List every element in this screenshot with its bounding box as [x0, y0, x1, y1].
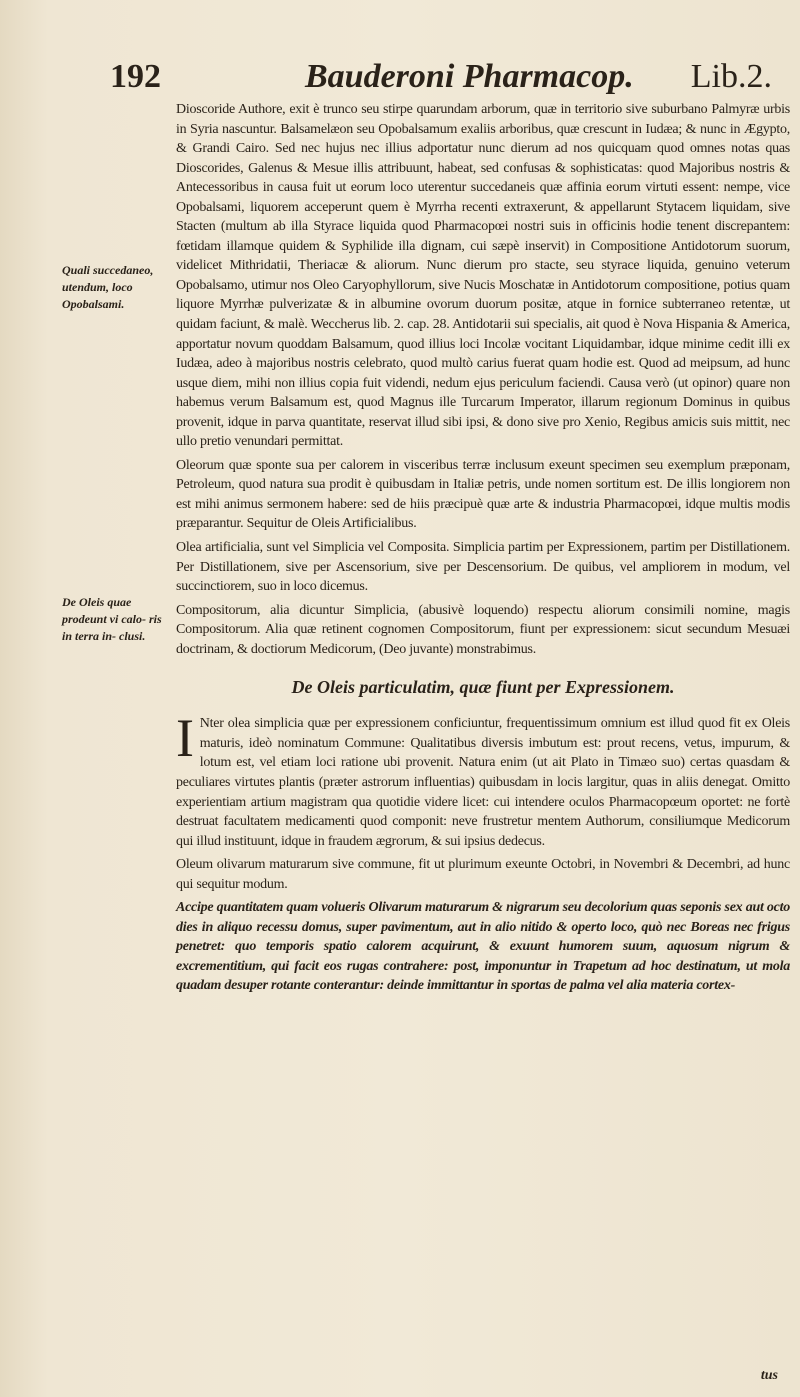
drop-cap: I — [176, 708, 194, 769]
paragraph-olea-artificialia: Olea artificialia, sunt vel Simplicia vel Composita. Simplicia partim per Expressionem, partim per Distillationem. Per Distillationem, sive per Ascensorium, sive per Descensorium. De quibus, vel ampliorem in modum, vel succinctiorem, suo in loco dicemus. — [176, 540, 790, 595]
paragraph-oleum-olivarum: Oleum olivarum maturarum sive commune, fit ut plurimum exeunte Octobri, in Novembri & Decembri, ad hunc qui sequitur modum. — [176, 857, 790, 892]
page-number: 192 — [110, 58, 161, 95]
paragraph-accipe: Accipe quantitatem quam volueris Olivarum maturarum & nigrarum seu decolorium quas seponis sex aut octo dies in aliquo recessu domus, super pavimentum, aut in alio nitido & operto loco, quò nec Boreas nec frigus penetret: quo temporis spatio calorem acquirunt, & exuunt humorem suum, aquosum nigrum & excrementitium, qui facit eos rugas contrahere: post, imponuntur in Trapetum ad hoc destinatum, ut mola quadam desuper rotante conterantur: deinde immittantur in sportas de palma vel alia materia cortex- — [176, 900, 790, 994]
page-header — [0, 58, 800, 106]
paragraph-oleorum: Oleorum quæ sponte sua per calorem in visceribus terræ inclusum exeunt specimen seu exemplum præponam, Petroleum, quod natura sua prodit è quibusdam in Italiæ petris, unde nomen sortitum est. De illis longiorem non est mihi animus sermonem habere: sed de hiis præcipuè quæ arte & industria Pharmacopœi, idque multis modis præparantur. Sequitur de Oleis Artificialibus. — [176, 457, 790, 532]
margin-note-oleis: De Oleis quae prodeunt vi calo- ris in terra in- clusi. — [62, 595, 162, 643]
paragraph-compositorum: Compositorum, alia dicuntur Simplicia, (abusivè loquendo) respectu aliorum consimili nomine, magis Compositorum. Alia quæ retinent cognomen Compositorum, fiunt per expressionem: sicut secundum Mesuæi doctrinam, & doctiorum Medicorum, (Deo juvante) monstrabimus. — [176, 602, 790, 657]
catchword: tus — [760, 1368, 778, 1383]
paragraph-inter-olea: Nter olea simplicia quæ per expressionem conficiuntur, frequentissimum omnium est illud quod fit ex Oleis maturis, ideò nominatum Commune: Qualitatibus diversis imbutum est: prout recens, vetus, impurum, & lotum est, vel etiam loci ratione ubi provenit. Natura enim (ut ait Plato in Timæo suo) certas quasdam & peculiares virtutes plantis (præter astrorum influentias) quibusdam in locis largitur, quas in aliis denegat. Omitto experientiam artium magistram qua quotidie videre licet: cui intendere oculos Pharmacopœum oportet: ne fortè destruat facultatem medicamenti quod componit: neve frustretur mentem Authorum, consiliumque Medicorum qui illud instituunt, idque in fraudem ægrorum, & sui ipsius dedecus. — [176, 716, 790, 849]
running-title: Bauderoni Pharmacop. — [305, 58, 634, 95]
margin-note-opobalsamum: Quali succedaneo, utendum, loco Opobalsami. — [62, 263, 154, 311]
paragraph-opobalsamum: Dioscoride Authore, exit è trunco seu stirpe quarundam arborum, quæ in territorio sive suburbano Palmyræ urbis in Syria nascuntur. Balsamelæon seu Opobalsamum exaliis arboribus, quæ crescunt in Iudæa; & nunc in Ægypto, & Grandi Cairo. Sed nec hujus nec illius adportatur nunc dierum ad nos quicquam quod omnes notas quas Dioscorides, Galenus & Mesue illis attribuunt, habeat, sed confusas & sophisticatas: quod Majoribus nostris & Antecessoribus in causa fuit ut eorum loco uterentur succedaneis quæ affinia eorum virtuti essent: nempe, vice Opobalsami, liquorem acceperunt quem è Myrrha recenti extraxerunt, & appellarunt Stytacem liquidam, sive Stacten (multum ab illa Styrace liquida quod Pharmacopœi nostri suis in officinis hodie tenent discrepantem: fœtidam illamque quidem & Syphilide illa dignam, cui sæpè inservit) in Compositione Antidotorum suorum, videlicet Mithridatii, Theriacæ & aliorum. Nunc dierum pro stacte, seu styrace liquida, genuino veterum Opobalsamo, utimur nos Oleo Caryophyllorum, sive Nucis Moschatæ in Antidotorum compositione, potius quam liquore Myrrhæ pulverizatæ & in albumine ovorum duorum positæ, atque in fornice subterraneo retentæ, ut quidam faciunt, & malè. Weccherus lib. 2. cap. 28. Antidotarii sui specialis, ait quod è Nova Hispania & America, apportatur novum quoddam Balsamum, quod illius loci Incolæ vocitant Liquidambar, idque minime cedit illi ex Iudæa, adeo à majoribus nostris celebrato, quod multò carius fuerat quam hodie est. Quod ad meipsum, ad hunc usque diem, mihi non illius copia fuit videndi, nedum ejus periculum faciendi. Causa verò (ut opinor) quare non habemus verum Balsamum est, quod Magnus ille Turcarum Imperator, illarum regionum Dominus in quibus provenit, idque in parva quantitate, reservat illud sibi ipsi, & dono sive pro Xenio, Regibus amicis suis mittit, nec ullo pretio venundari permittat. — [176, 102, 790, 450]
text-body — [176, 100, 790, 996]
section-heading: De Oleis particulatim, quæ fiunt per Expressionem. — [291, 677, 675, 698]
book-number: Lib.2. — [690, 58, 772, 95]
